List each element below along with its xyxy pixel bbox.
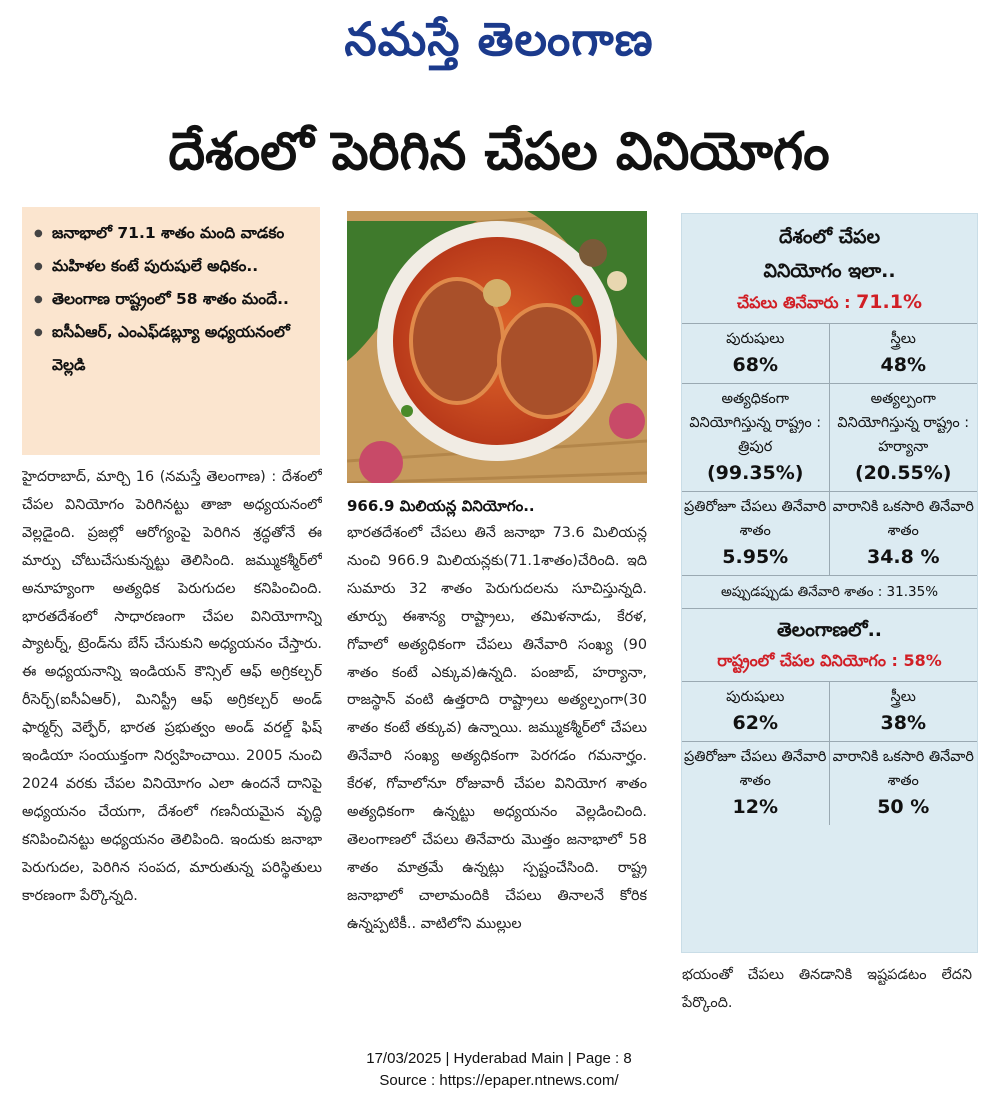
stat-label: స్త్రీలు <box>890 689 916 705</box>
stat-value: 12% <box>732 796 778 818</box>
stat-cell <box>682 742 830 825</box>
stat-value: 5.95% <box>722 546 789 568</box>
stat-cell <box>682 324 830 384</box>
stat-cell <box>682 682 830 742</box>
highlight-item: ● మహిళల కంటే పురుషులే అధికం.. <box>34 250 310 283</box>
highlights-box <box>22 207 320 455</box>
stat-label: ప్రతిరోజూ చేపలు తినేవారి శాతం <box>684 499 827 539</box>
page-footer <box>0 1048 998 1096</box>
fish-consumption-infobox <box>681 213 978 953</box>
telangana-stats-grid <box>682 681 977 825</box>
stat-cell <box>830 742 978 825</box>
stat-cell <box>682 384 830 492</box>
page-headline: దేశంలో పెరిగిన చేపల వినియోగం <box>168 122 830 182</box>
stat-cell <box>682 492 830 576</box>
national-eaters-label: చేపలు తినేవారు : <box>737 293 851 312</box>
footer-source-link[interactable]: Source : https://epaper.ntnews.com/ <box>379 1072 619 1089</box>
stat-cell <box>830 682 978 742</box>
stat-value: 34.8 % <box>866 546 940 568</box>
stat-cell <box>830 384 978 492</box>
stat-label: పురుషులు <box>726 689 785 705</box>
stat-cell <box>830 492 978 576</box>
national-stats-grid <box>682 323 977 576</box>
stat-label: వారానికి ఒకసారి తినేవారి శాతం <box>832 749 974 789</box>
stat-label: అత్యధికంగా వినియోగిస్తున్న రాష్ట్రం : త్రిపుర <box>689 391 822 455</box>
telangana-eaters: రాష్ట్రంలో చేపల వినియోగం : 58% <box>717 651 942 670</box>
occasional-eaters-note: అప్పుడప్పుడు తినేవారి శాతం : 31.35% <box>682 576 977 609</box>
stat-value: 50 % <box>877 796 930 818</box>
stat-value: 48% <box>880 354 926 376</box>
highlight-item: ● తెలంగాణ రాష్ట్రంలో 58 శాతం మందే.. <box>34 283 310 316</box>
stat-value: 62% <box>732 712 778 734</box>
stat-label: స్త్రీలు <box>890 331 916 347</box>
infobox-title: వినియోగం ఇలా.. <box>763 260 896 282</box>
article-subheading: 966.9 మిలియన్ల వినియోగం.. <box>347 497 535 515</box>
fish-curry-photo <box>347 211 647 483</box>
masthead-logo: నమస్తే తెలంగాణ <box>344 12 654 66</box>
stat-value: 68% <box>732 354 778 376</box>
stat-label: పురుషులు <box>726 331 785 347</box>
highlight-item: ● ఐసీఏఆర్, ఎంఎఫ్‌డబ్ల్యూ అధ్యయనంలో వెల్లడి <box>34 316 310 382</box>
national-eaters <box>682 288 977 317</box>
stat-label: వారానికి ఒకసారి తినేవారి శాతం <box>832 499 974 539</box>
stat-label: ప్రతిరోజూ చేపలు తినేవారి శాతం <box>684 749 827 789</box>
article-column-3-tail: భయంతో చేపలు తినడానికి ఇష్టపడటం లేదని పేర్కొంది. <box>682 967 972 1011</box>
national-eaters-value: 71.1% <box>856 291 922 313</box>
article-column-2: భారతదేశంలో చేపలు తినే జనాభా 73.6 మిలియన్ల నుంచి 966.9 మిలియన్లకు(71.1శాతం)చేరింది. ఇది సుమారు 32 శాతం పెరుగుదలను సూచిస్తున్నది. తూర్పు ఈశాన్య రాష్ట్రాలు, తమిళనాడు, కేరళ, గోవాలో అత్యధికంగా చేపలు తినేవారి సంఖ్య (90 శాతం కంటే ఎక్కువ)ఉన్నది. పంజాబ్, హర్యానా, రాజస్థాన్ వంటి ఉత్తరాది రాష్ట్రాలు అత్యల్పంగా(30 శాతం కంటే తక్కువ) ఉన్నాయి. జమ్ముకశ్మీర్‌లో చేపలు తినేవారి సంఖ్య అత్యధికంగా పెరగడం గమనార్హం. కేరళ, గోవాలోనూ రోజువారీ చేపల వినియోగ శాతం అత్యధికంగా ఉన్నట్టు అధ్యయనం వెల్లడించింది. తెలంగాణలో చేపలు తినేవారు మొత్తం జనాభాలో 58 శాతం మాత్రమే ఉన్నట్లు స్పష్టంచేసింది. రాష్ట్ర జనాభాలో చాలామందికి చేపలు తినాలనే కోరిక ఉన్నప్పటికీ.. వాటిలోని ముల్లుల <box>347 525 647 932</box>
footer-date-edition: 17/03/2025 | Hyderabad Main | Page : 8 <box>366 1050 632 1067</box>
infobox-title: దేశంలో చేపల <box>778 226 881 248</box>
stat-value: 38% <box>880 712 926 734</box>
highlight-item: ● జనాభాలో 71.1 శాతం మంది వాడకం <box>34 217 310 250</box>
stat-cell <box>830 324 978 384</box>
stat-value: (20.55%) <box>854 462 952 484</box>
stat-value: (99.35%) <box>706 462 804 484</box>
article-column-1: హైదరాబాద్, మార్చి 16 (నమస్తే తెలంగాణ) : దేశంలో చేపల వినియోగం పెరిగినట్టు తాజా అధ్యయనంలో వెల్లడైంది. ప్రజల్లో ఆరోగ్యంపై పెరిగిన శ్రద్ధతోనే ఈ మార్పు చోటుచేసుకున్నట్టు తెలిసింది. జమ్ముకశ్మీర్‌లో అనూహ్యంగా అత్యధిక పెరుగుదల కనిపించింది. భారతదేశంలో సాధారణంగా చేపల వినియోగాన్ని ప్యాటర్న్, ట్రెండ్‌ను బేస్ చేసుకుని అధ్యయనం చేస్తారు. ఈ అధ్యయనాన్ని ఇండియన్ కౌన్సిల్ ఆఫ్ అగ్రికల్చర్ రీసెర్చ్(ఐసీఏఆర్), మినిస్ట్రీ ఆఫ్ అగ్రికల్చర్ అండ్ ఫార్మర్స్ వెల్ఫేర్, భారత ప్రభుత్వం అండ్ వరల్డ్ ఫిష్ ఇండియా సంయుక్తంగా నిర్వహించాయి. 2005 నుంచి 2024 వరకు చేపల వినియోగం ఎలా ఉందనే దానిపై అధ్యయనం చేయగా, దేశంలో గణనీయమైన వృద్ధి కనిపించినట్టు అధ్యయనం తెలిపింది. ఇందుకు జనాభా పెరుగుదల, పెరిగిన సంపద, మారుతున్న పరిస్థితులు కారణంగా పేర్కొన్నది. <box>22 469 322 904</box>
telangana-title: తెలంగాణలో.. <box>776 619 883 641</box>
stat-label: అత్యల్పంగా వినియోగిస్తున్న రాష్ట్రం : హర్యానా <box>837 391 970 455</box>
